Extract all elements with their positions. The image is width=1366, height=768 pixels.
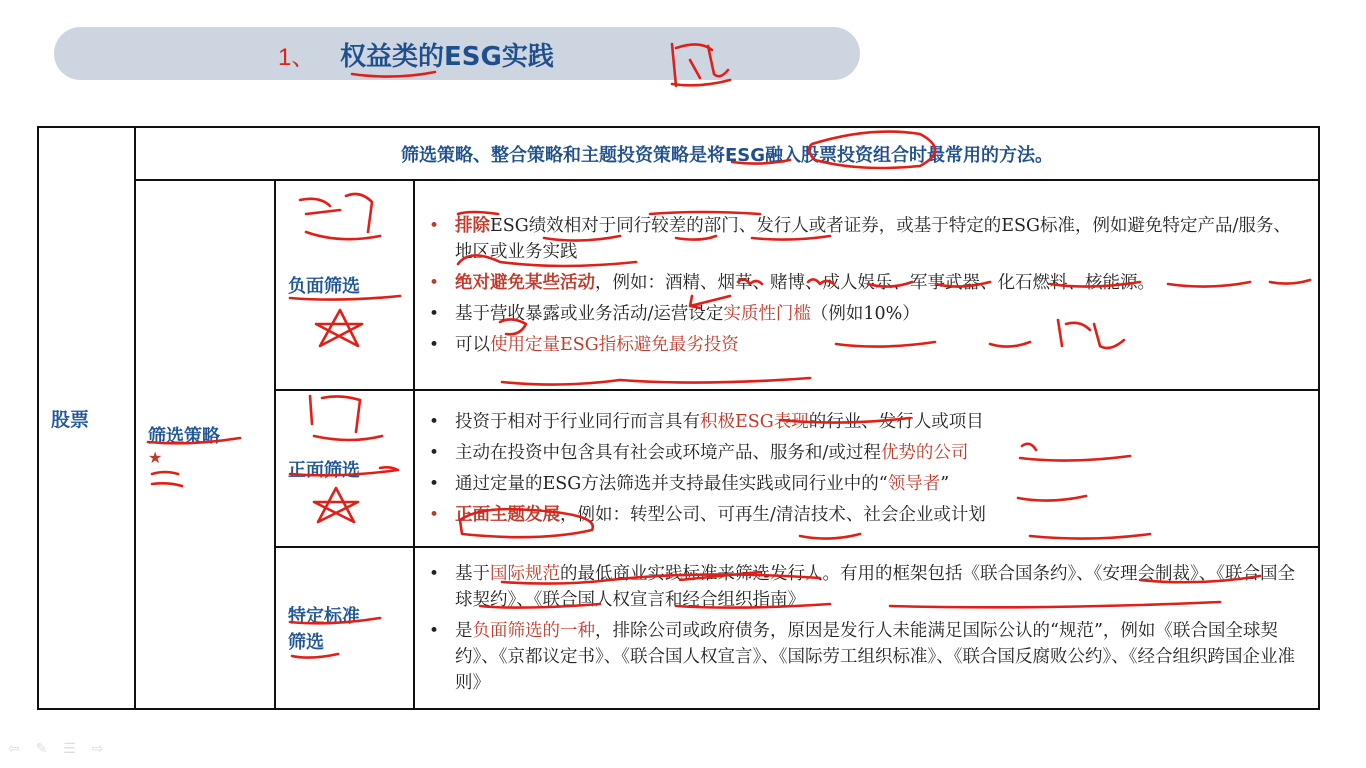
- list-item: • 投资于相对于行业同行而言具有积极ESG表现的行业、发行人或项目: [455, 409, 1308, 435]
- title-number: 1、: [278, 44, 316, 71]
- positive-label: 正面筛选: [275, 390, 414, 547]
- page-title: 权益类的ESG实践: [340, 42, 554, 72]
- negative-list: [415, 204, 1318, 367]
- list-item: • 是负面筛选的一种，排除公司或政府债务，原因是发行人未能满足国际公认的“规范”，例如《联合国全球契约》、《京都议定书》、《联合国人权宣言》、《国际劳工组织标准》、《联合国反腐败公约》、《经合组织跨国企业准则》: [455, 618, 1308, 696]
- strategy-cell: [135, 180, 275, 709]
- positive-list: [415, 400, 1318, 537]
- list-item: • 通过定量的ESG方法筛选并支持最佳实践或同行业中的“领导者”: [455, 471, 1308, 497]
- specific-content: [414, 547, 1319, 709]
- slide-toolbar-icons[interactable]: ⇦ ✎ ☰ ⇨: [8, 740, 110, 756]
- negative-content: [414, 180, 1319, 390]
- category-cell: [38, 127, 135, 709]
- esg-strategy-table: [37, 126, 1320, 710]
- list-item: • 可以使用定量ESG指标避免最劣投资: [455, 332, 1308, 358]
- star-icon: ★: [148, 448, 163, 467]
- strategy-label: 筛选策略: [148, 426, 220, 447]
- list-item: • 主动在投资中包含具有社会或环境产品、服务和/或过程优势的公司: [455, 440, 1308, 466]
- list-item: • 基于营收暴露或业务活动/运营设定实质性门槛（例如10%）: [455, 301, 1308, 327]
- list-item: • 基于国际规范的最低商业实践标准来筛选发行人。有用的框架包括《联合国条约》、《安理会制裁》、《联合国全球契约》、《联合国人权宣言和经合组织指南》: [455, 561, 1308, 613]
- list-item: • 排除ESG绩效相对于同行较差的部门、发行人或者证券，或基于特定的ESG标准，例如避免特定产品/服务、地区或业务实践: [455, 213, 1308, 265]
- specific-list: [415, 552, 1318, 705]
- negative-label: 负面筛选: [275, 180, 414, 390]
- specific-label: 特定标准 筛选: [275, 547, 414, 709]
- list-item: • 绝对避免某些活动，例如：酒精、烟草、赌博、成人娱乐、军事武器、化石燃料、核能源。: [455, 270, 1308, 296]
- table-header: 筛选策略、整合策略和主题投资策略是将ESG融入股票投资组合时最常用的方法。: [135, 127, 1319, 180]
- list-item: • 正面主题发展，例如：转型公司、可再生/清洁技术、社会企业或计划: [455, 502, 1308, 528]
- category-label: 股票: [51, 408, 90, 431]
- positive-content: [414, 390, 1319, 547]
